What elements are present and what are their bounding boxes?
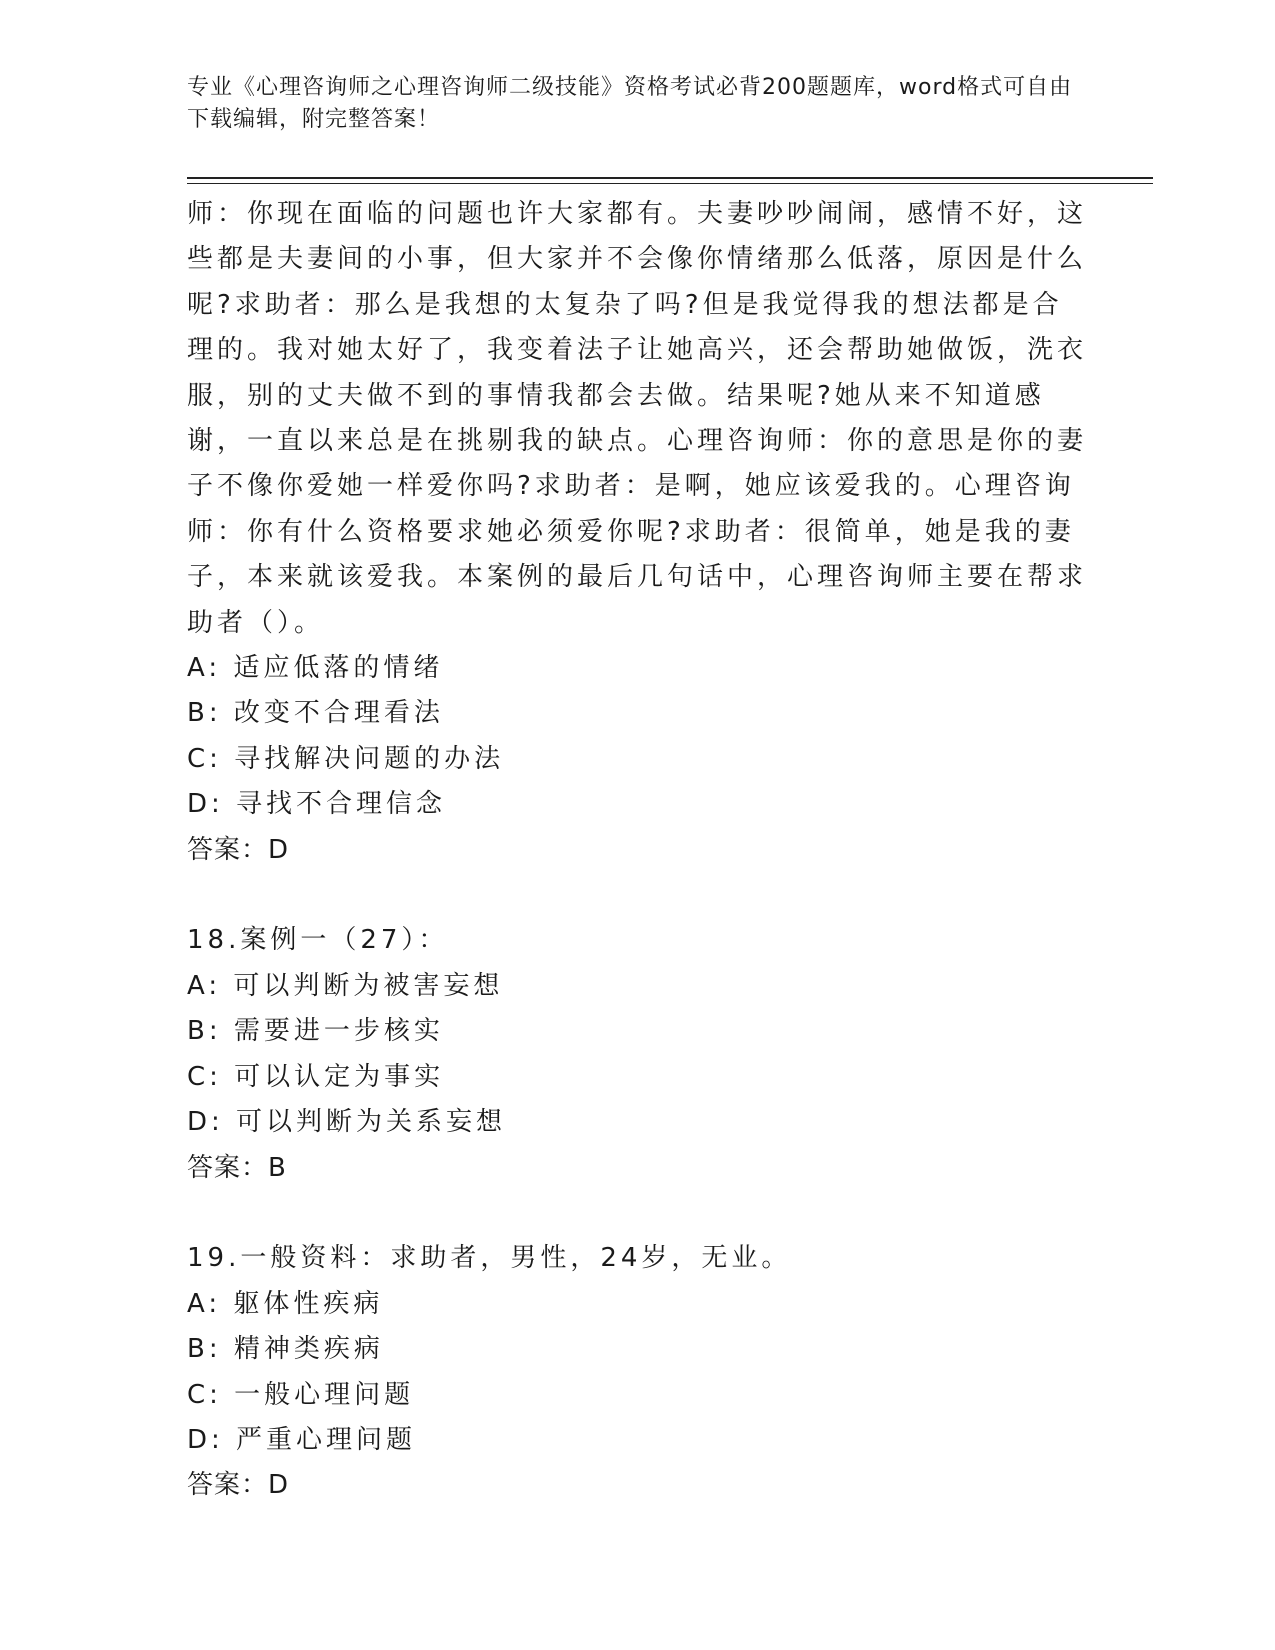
header-rule-thick <box>187 177 1153 179</box>
question-text: 师：你现在面临的问题也许大家都有。夫妻吵吵闹闹，感情不好，这些都是夫妻间的小事，但大家并不会像你情绪那么低落，原因是什么呢?求助者：那么是我想的太复杂了吗?但是我觉得我的想法都是合理的。我对她太好了，我变着法子让她高兴，还会帮助她做饭，洗衣服，别的丈夫做不到的事情我都会去做。结果呢?她从来不知道感谢，一直以来总是在挑剔我的缺点。心理咨询师：你的意思是你的妻子不像你爱她一样爱你吗?求助者：是啊，她应该爱我的。心理咨询师：你有什么资格要求她必须爱你呢?求助者：很简单，她是我的妻子，本来就该爱我。本案例的最后几句话中，心理咨询师主要在帮求助者（）。 <box>187 199 1088 638</box>
question-18 <box>187 918 1087 1190</box>
option-a: A: 躯体性疾病 <box>187 1288 384 1319</box>
answer: 答案：B <box>187 1152 287 1183</box>
question-text: 18.案例一（27）： <box>187 925 449 956</box>
document-header <box>187 72 1087 136</box>
question-text: 19.一般资料：求助者，男性，24岁，无业。 <box>187 1243 792 1274</box>
header-title: 专业《心理咨询师之心理咨询师二级技能》资格考试必背200题题库，word格式可自由下载编辑，附完整答案！ <box>187 75 1073 132</box>
option-d: D: 可以判断为关系妄想 <box>187 1107 507 1138</box>
option-a: A: 可以判断为被害妄想 <box>187 970 504 1001</box>
spacer <box>187 873 1087 918</box>
option-b: B: 需要进一步核实 <box>187 1016 444 1047</box>
header-rule-thin <box>187 183 1153 184</box>
option-d: D: 严重心理问题 <box>187 1424 417 1455</box>
document-body <box>187 192 1087 1509</box>
option-a: A: 适应低落的情绪 <box>187 653 444 684</box>
question-17 <box>187 192 1087 873</box>
option-d: D: 寻找不合理信念 <box>187 789 447 820</box>
question-19 <box>187 1236 1087 1508</box>
option-c: C: 一般心理问题 <box>187 1379 415 1410</box>
option-b: B: 改变不合理看法 <box>187 698 444 729</box>
option-c: C: 寻找解决问题的办法 <box>187 743 505 774</box>
answer: 答案：D <box>187 1470 290 1501</box>
spacer <box>187 1191 1087 1236</box>
option-c: C: 可以认定为事实 <box>187 1061 445 1092</box>
answer: 答案：D <box>187 834 290 865</box>
option-b: B: 精神类疾病 <box>187 1334 384 1365</box>
